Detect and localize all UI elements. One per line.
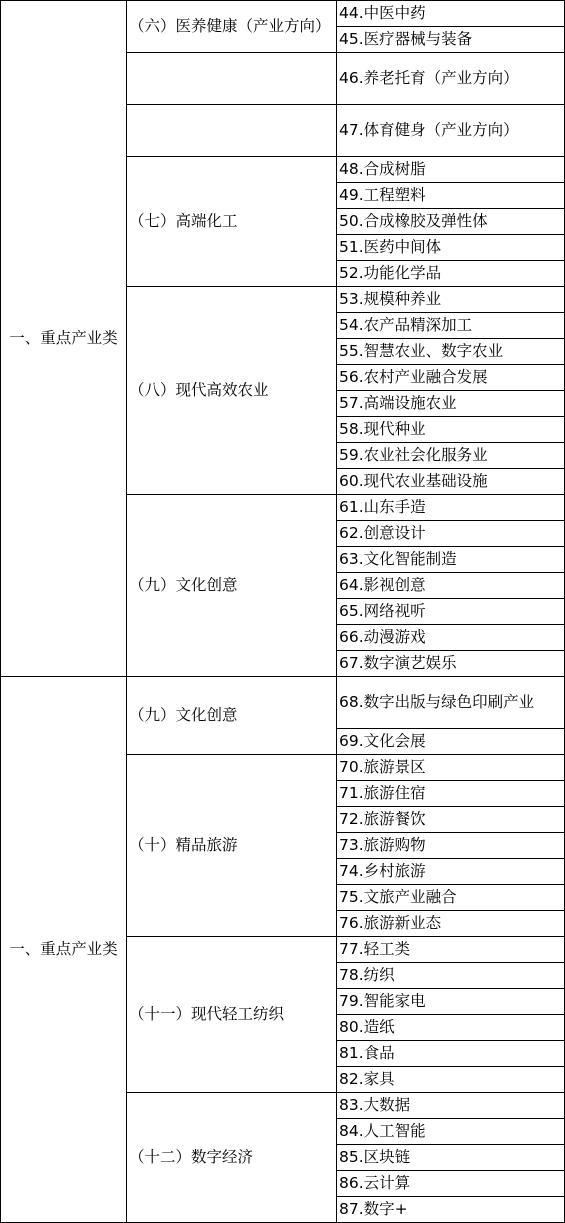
item-cell: 70.旅游景区 xyxy=(337,755,565,781)
item-cell: 54.农产品精深加工 xyxy=(337,313,565,339)
item-cell: 79.智能家电 xyxy=(337,989,565,1015)
item-cell: 67.数字演艺娱乐 xyxy=(337,651,565,677)
group-cell: （七）高端化工 xyxy=(127,157,337,287)
item-cell: 65.网络视听 xyxy=(337,599,565,625)
item-cell: 74.乡村旅游 xyxy=(337,859,565,885)
item-cell: 59.农业社会化服务业 xyxy=(337,443,565,469)
item-cell: 53.规模种养业 xyxy=(337,287,565,313)
item-cell: 61.山东手造 xyxy=(337,495,565,521)
group-cell: （九）文化创意 xyxy=(127,495,337,677)
item-cell: 78.纺织 xyxy=(337,963,565,989)
item-cell: 44.中医中药 xyxy=(337,1,565,27)
item-cell: 55.智慧农业、数字农业 xyxy=(337,339,565,365)
item-cell: 83.大数据 xyxy=(337,1093,565,1119)
group-cell: （九）文化创意 xyxy=(127,677,337,755)
item-cell: 75.文旅产业融合 xyxy=(337,885,565,911)
item-cell: 62.创意设计 xyxy=(337,521,565,547)
item-cell: 86.云计算 xyxy=(337,1171,565,1197)
item-cell: 80.造纸 xyxy=(337,1015,565,1041)
item-cell: 81.食品 xyxy=(337,1041,565,1067)
item-cell: 64.影视创意 xyxy=(337,573,565,599)
item-cell: 72.旅游餐饮 xyxy=(337,807,565,833)
item-cell: 82.家具 xyxy=(337,1067,565,1093)
item-cell: 49.工程塑料 xyxy=(337,183,565,209)
item-cell: 45.医疗器械与装备 xyxy=(337,27,565,53)
item-cell: 57.高端设施农业 xyxy=(337,391,565,417)
item-cell: 47.体育健身（产业方向） xyxy=(337,105,565,157)
item-cell: 69.文化会展 xyxy=(337,729,565,755)
item-cell: 50.合成橡胶及弹性体 xyxy=(337,209,565,235)
item-cell: 56.农村产业融合发展 xyxy=(337,365,565,391)
item-cell: 73.旅游购物 xyxy=(337,833,565,859)
group-cell: （八）现代高效农业 xyxy=(127,287,337,495)
item-cell: 84.人工智能 xyxy=(337,1119,565,1145)
item-cell: 60.现代农业基础设施 xyxy=(337,469,565,495)
group-cell: （十）精品旅游 xyxy=(127,755,337,937)
group-cell: （十一）现代轻工纺织 xyxy=(127,937,337,1093)
item-cell: 58.现代种业 xyxy=(337,417,565,443)
item-cell: 71.旅游住宿 xyxy=(337,781,565,807)
item-cell: 87.数字+ xyxy=(337,1197,565,1223)
group-cell: （十二）数字经济 xyxy=(127,1093,337,1223)
item-cell: 76.旅游新业态 xyxy=(337,911,565,937)
category-cell: 一、重点产业类 xyxy=(1,1,127,677)
item-cell: 46.养老托育（产业方向） xyxy=(337,53,565,105)
item-cell: 52.功能化学品 xyxy=(337,261,565,287)
empty-cell xyxy=(127,53,337,105)
item-cell: 66.动漫游戏 xyxy=(337,625,565,651)
item-cell: 85.区块链 xyxy=(337,1145,565,1171)
group-cell: （六）医养健康（产业方向） xyxy=(127,1,337,53)
item-cell: 51.医药中间体 xyxy=(337,235,565,261)
item-cell: 63.文化智能制造 xyxy=(337,547,565,573)
item-cell: 48.合成树脂 xyxy=(337,157,565,183)
item-cell: 77.轻工类 xyxy=(337,937,565,963)
empty-cell xyxy=(127,105,337,157)
category-cell: 一、重点产业类 xyxy=(1,677,127,1223)
item-cell: 68.数字出版与绿色印刷产业 xyxy=(337,677,565,729)
